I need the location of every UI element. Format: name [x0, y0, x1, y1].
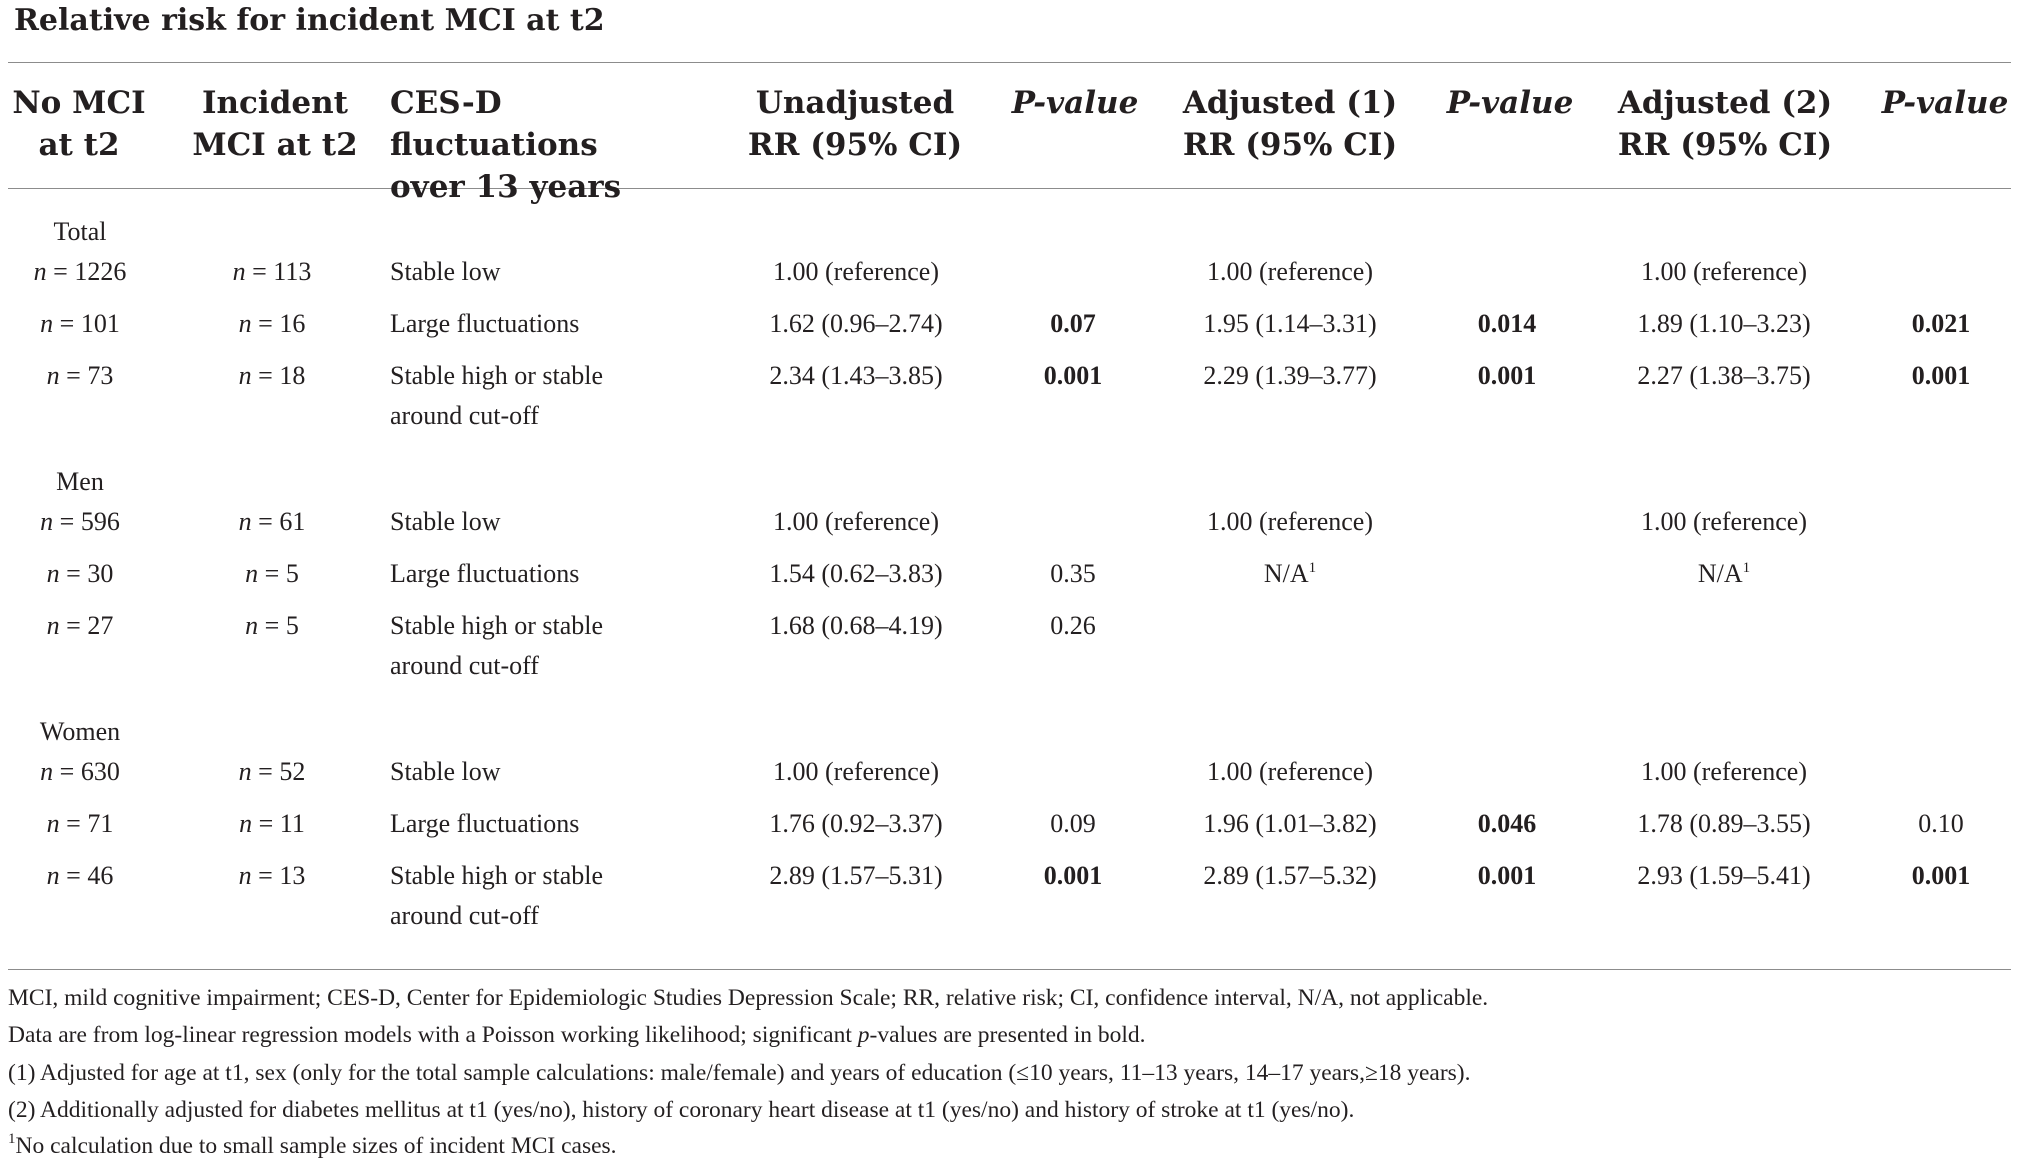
footnote: MCI, mild cognitive impairment; CES-D, Center for Epidemiologic Studies Depression Scale; RR, relative risk; CI, confidence interval, N/A, not applicable. [8, 985, 1489, 1011]
fluctuation-line: Stable low [390, 757, 501, 786]
group-label: Women [39, 717, 121, 746]
n-value: = 5 [258, 611, 299, 640]
incident-mci-count [245, 554, 299, 594]
unadjusted-rr: 1.54 (0.62–3.83) [769, 559, 943, 588]
n-symbol: n [238, 757, 252, 786]
fluctuation-category [390, 606, 603, 686]
n-value: = 46 [59, 861, 114, 890]
no-mci-count [40, 304, 120, 344]
footnote-marker: 1 [8, 1131, 16, 1147]
n-symbol: n [40, 507, 54, 536]
fluctuation-line: Stable low [390, 257, 501, 286]
fluctuation-line: Large fluctuations [390, 809, 580, 838]
adjusted2-rr: 1.00 (reference) [1641, 757, 1807, 786]
adjusted2-p-value: 0.10 [1918, 809, 1964, 838]
no-mci-count [47, 554, 114, 594]
unadjusted-rr: 1.76 (0.92–3.37) [769, 809, 943, 838]
adjusted2-rr: $N/A^1$ [1697, 559, 1751, 588]
n-value: = 18 [251, 361, 306, 390]
unadjusted-rr: 1.68 (0.68–4.19) [769, 611, 943, 640]
n-symbol: n [40, 309, 54, 338]
n-symbol: n [46, 809, 60, 838]
adjusted1-rr: 1.95 (1.14–3.31) [1203, 309, 1377, 338]
fluctuation-line: Large fluctuations [390, 309, 580, 338]
no-mci-count [47, 856, 114, 896]
column-header-line: RR (95% CI) [747, 127, 963, 163]
table-title: Relative risk for incident MCI at t2 [14, 3, 605, 38]
n-symbol: n [239, 809, 253, 838]
no-mci-count [40, 752, 120, 792]
n-value: = 61 [251, 507, 306, 536]
no-mci-count [34, 252, 127, 292]
column-header-line: RR (95% CI) [1617, 127, 1833, 163]
n-symbol: n [245, 559, 259, 588]
column-header-line: P-value [1446, 85, 1574, 121]
fluctuation-category [390, 804, 579, 844]
n-value: = 30 [59, 559, 114, 588]
footnote: (1) Adjusted for age at t1, sex (only for the total sample calculations: male/female) and years of education (≤10 years, 11–13 years, 14–17 years,≥18 years). [8, 1060, 1471, 1086]
adjusted1-p-value: 0.014 [1477, 309, 1537, 338]
column-header-line: P-value [1011, 85, 1139, 121]
unadjusted-p-value: 0.07 [1050, 309, 1096, 338]
footnote: (2) Additionally adjusted for diabetes mellitus at t1 (yes/no), history of coronary heart disease at t1 (yes/no) and history of stroke at t1 (yes/no). [8, 1097, 1355, 1123]
column-header-line: Unadjusted [755, 85, 955, 121]
incident-mci-count [245, 606, 299, 646]
column-header-line: MCI at t2 [192, 127, 358, 163]
fluctuation-category [390, 502, 501, 542]
adjusted2-rr: 2.93 (1.59–5.41) [1637, 861, 1811, 890]
footnote-marker: 1 [1742, 560, 1751, 576]
footnote-text: No calculation due to small sample sizes of incident MCI cases. [15, 1133, 617, 1159]
column-header-line: P-value [1881, 85, 2009, 121]
fluctuation-line: Stable high or stable [390, 861, 604, 890]
column-header-1 [4, 82, 154, 166]
footnote-segment: -values are presented in bold. [869, 1022, 1146, 1048]
column-header-6 [1175, 82, 1405, 166]
fluctuation-category [390, 356, 603, 436]
n-symbol: n [238, 861, 252, 890]
n-symbol: n [46, 559, 60, 588]
column-header-line: Incident [202, 85, 348, 121]
bottom-rule [8, 969, 2011, 970]
adjusted2-rr: 2.27 (1.38–3.75) [1637, 361, 1811, 390]
no-mci-count [40, 502, 120, 542]
n-symbol: n [245, 611, 259, 640]
column-header-3 [390, 82, 710, 208]
incident-mci-count [239, 502, 306, 542]
column-header-line: RR (95% CI) [1182, 127, 1398, 163]
unadjusted-p-value: 0.35 [1050, 559, 1096, 588]
adjusted2-p-value: 0.021 [1911, 309, 1971, 338]
adjusted2-p-value: 0.001 [1911, 861, 1971, 890]
adjusted1-p-value: 0.046 [1477, 809, 1537, 838]
incident-mci-count [239, 752, 306, 792]
footnote-superscript [8, 1128, 617, 1165]
column-header-line: Adjusted (2) [1617, 85, 1833, 121]
incident-mci-count [239, 856, 306, 896]
unadjusted-p-value: 0.001 [1043, 361, 1103, 390]
n-value: = 13 [251, 861, 306, 890]
adjusted2-rr: 1.89 (1.10–3.23) [1637, 309, 1811, 338]
n-value: = 16 [251, 309, 306, 338]
n-value: = 73 [59, 361, 114, 390]
unadjusted-p-value: 0.26 [1050, 611, 1096, 640]
footnote-segment: Data are from log-linear regression models with a Poisson working likelihood; significant [8, 1022, 858, 1048]
adjusted1-rr: 1.96 (1.01–3.82) [1203, 809, 1377, 838]
adjusted2-rr: 1.00 (reference) [1641, 507, 1807, 536]
footnote-segment: p [857, 1022, 870, 1048]
fluctuation-category [390, 252, 501, 292]
adjusted2-p-value: 0.001 [1911, 361, 1971, 390]
n-value: = 630 [53, 757, 120, 786]
column-header-line: at t2 [38, 127, 120, 163]
fluctuation-line: around cut-off [390, 651, 539, 680]
adjusted1-rr: 1.00 (reference) [1207, 507, 1373, 536]
column-header-line: Adjusted (1) [1182, 85, 1398, 121]
unadjusted-p-value: 0.001 [1043, 861, 1103, 890]
n-value: = 52 [251, 757, 306, 786]
column-header-4 [740, 82, 970, 166]
incident-mci-count [239, 304, 306, 344]
n-value: = 113 [245, 257, 312, 286]
incident-mci-count [239, 356, 306, 396]
column-header-7 [1430, 82, 1590, 124]
fluctuation-category [390, 752, 501, 792]
n-symbol: n [33, 257, 47, 286]
group-label: Men [56, 467, 104, 496]
n-symbol: n [46, 361, 60, 390]
adjusted1-rr: 1.00 (reference) [1207, 257, 1373, 286]
footnote [8, 1017, 1146, 1054]
fluctuation-category [390, 304, 579, 344]
incident-mci-count [233, 252, 312, 292]
unadjusted-p-value: 0.09 [1050, 809, 1096, 838]
no-mci-count [47, 804, 114, 844]
adjusted1-p-value: 0.001 [1477, 861, 1537, 890]
column-header-line: over 13 years [390, 169, 622, 205]
n-symbol: n [238, 361, 252, 390]
n-symbol: n [46, 611, 60, 640]
no-mci-count [47, 606, 114, 646]
incident-mci-count [239, 804, 305, 844]
fluctuation-line: around cut-off [390, 401, 539, 430]
column-header-line: CES-D fluctuations [390, 85, 598, 163]
adjusted2-rr: 1.78 (0.89–3.55) [1637, 809, 1811, 838]
fluctuation-category [390, 554, 579, 594]
adjusted1-p-value: 0.001 [1477, 361, 1537, 390]
n-symbol: n [238, 309, 252, 338]
adjusted1-rr: $N/A^1$ [1263, 559, 1317, 588]
column-header-2 [190, 82, 360, 166]
unadjusted-rr: 2.34 (1.43–3.85) [769, 361, 943, 390]
fluctuation-line: Large fluctuations [390, 559, 580, 588]
n-value: = 71 [59, 809, 114, 838]
no-mci-count [47, 356, 114, 396]
n-symbol: n [238, 507, 252, 536]
column-header-5 [1000, 82, 1150, 124]
adjusted1-rr: 2.29 (1.39–3.77) [1203, 361, 1377, 390]
n-value: = 1226 [46, 257, 127, 286]
top-rule [8, 62, 2011, 63]
column-header-8 [1605, 82, 1845, 166]
n-value: = 101 [53, 309, 120, 338]
n-value: = 5 [258, 559, 299, 588]
n-symbol: n [40, 757, 54, 786]
column-header-line: No MCI [12, 85, 146, 121]
adjusted1-rr: 1.00 (reference) [1207, 757, 1373, 786]
header-rule [8, 188, 2011, 189]
unadjusted-rr: 1.62 (0.96–2.74) [769, 309, 943, 338]
adjusted2-rr: 1.00 (reference) [1641, 257, 1807, 286]
n-value: = 11 [252, 809, 305, 838]
unadjusted-rr: 1.00 (reference) [773, 507, 939, 536]
fluctuation-line: around cut-off [390, 901, 539, 930]
adjusted1-rr: 2.89 (1.57–5.32) [1203, 861, 1377, 890]
n-value: = 596 [53, 507, 120, 536]
column-header-9 [1870, 82, 2019, 124]
fluctuation-category [390, 856, 603, 936]
unadjusted-rr: 1.00 (reference) [773, 257, 939, 286]
fluctuation-line: Stable high or stable [390, 361, 604, 390]
group-label: Total [53, 217, 107, 246]
unadjusted-rr: 2.89 (1.57–5.31) [769, 861, 943, 890]
unadjusted-rr: 1.00 (reference) [773, 757, 939, 786]
n-symbol: n [232, 257, 246, 286]
fluctuation-line: Stable low [390, 507, 501, 536]
n-value: = 27 [59, 611, 114, 640]
footnote-marker: 1 [1308, 560, 1317, 576]
fluctuation-line: Stable high or stable [390, 611, 604, 640]
n-symbol: n [46, 861, 60, 890]
